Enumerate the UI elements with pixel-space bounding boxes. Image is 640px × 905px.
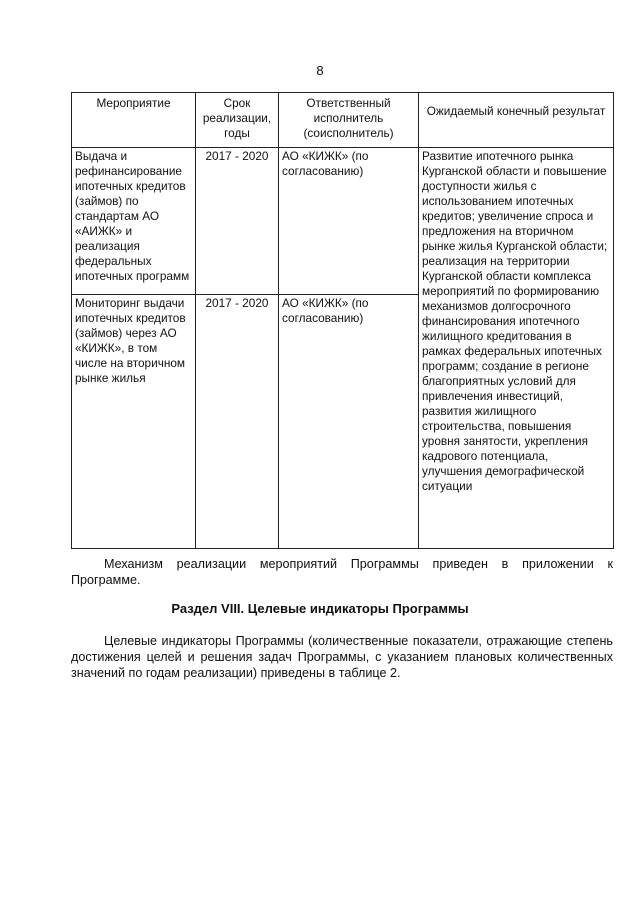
indicators-paragraph-text: Целевые индикаторы Программы (количественные показатели, отражающие степень достижения целей и решения задач Программы, с указанием плановых количественных значений по годам реализации) приведены в таблице 2.: [71, 634, 613, 680]
header-activity: Мероприятие: [72, 93, 196, 148]
row-1-period: 2017 - 2020: [196, 148, 279, 295]
mechanism-paragraph-text: Механизм реализации мероприятий Программы приведен в приложении к Программе.: [71, 557, 613, 587]
header-period: Срок реализации, годы: [196, 93, 279, 148]
indicators-paragraph: [71, 633, 613, 681]
section-heading: Раздел VIII. Целевые индикаторы Программы: [171, 601, 469, 616]
row-1-executor: АО «КИЖК» (по согласованию): [279, 148, 419, 295]
measures-table: [71, 92, 614, 549]
header-executor: Ответственный исполнитель (соисполнитель): [279, 93, 419, 148]
table-row: [72, 148, 614, 295]
mechanism-paragraph: [71, 556, 613, 588]
row-2-period: 2017 - 2020: [196, 295, 279, 549]
expected-result: Развитие ипотечного рынка Курганской области и повышение доступности жилья с использованием ипотечных кредитов; увеличение спроса и предложения на вторичном рынке жилья Курганской области; реализация на территории Курганской области комплекса мероприятий по формированию механизмов долгосрочного финансирования ипотечного жилищного кредитования в рамках федеральных ипотечных программ; создание в регионе благоприятных условий для привлечения инвестиций, развития жилищного строительства, повышения уровня занятости, укрепления кадрового потенциала, улучшения демографической ситуации: [419, 148, 614, 549]
row-2-executor: АО «КИЖК» (по согласованию): [279, 295, 419, 549]
table-header-row: [72, 93, 614, 148]
row-1-activity: Выдача и рефинансирование ипотечных кредитов (займов) по стандартам АО «АИЖК» и реализация федеральных ипотечных программ: [72, 148, 196, 295]
header-result: Ожидаемый конечный результат: [419, 93, 614, 148]
row-2-activity: Мониторинг выдачи ипотечных кредитов (займов) через АО «КИЖК», в том числе на вторичном рынке жилья: [72, 295, 196, 549]
page-number: 8: [316, 63, 324, 78]
